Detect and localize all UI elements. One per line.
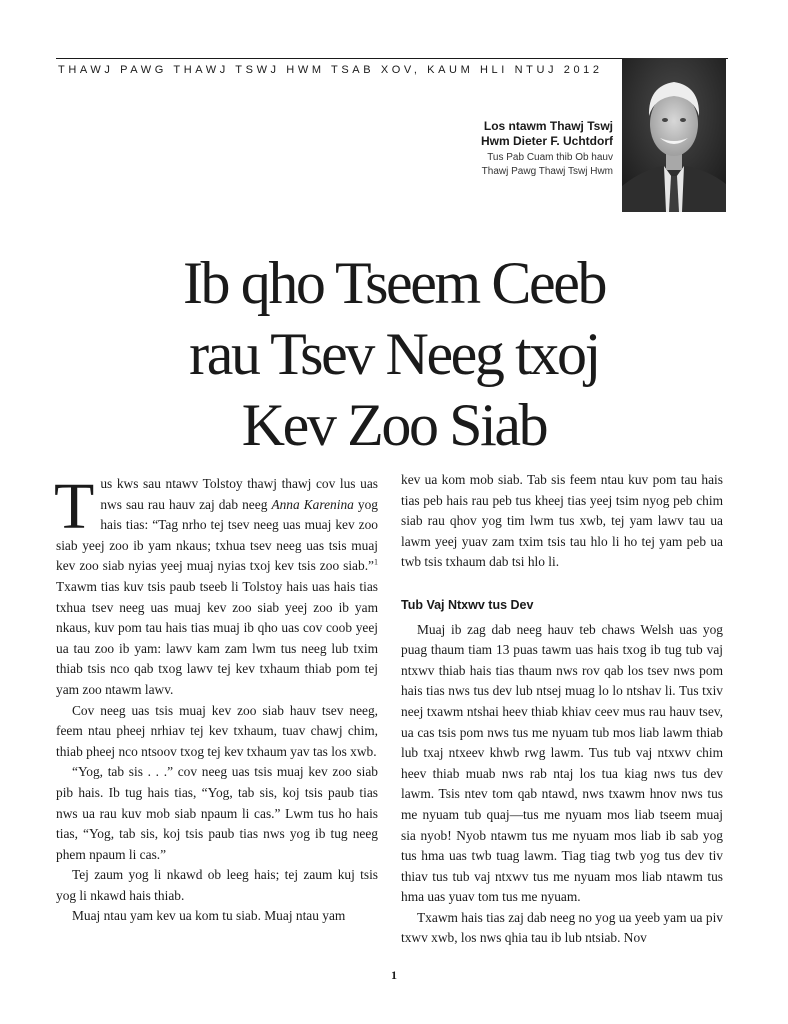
author-name [481,119,613,149]
paragraph-1-text-b: yog hais tias: “Tag nrho tej tsev neeg uas muaj kev zoo siab yeej zoo ib yam nkaus; txhua tsev neeg uas tsis muaj kev zoo siab nyias yeej muaj nyias txoj kev tsis zoo siab.” [56,496,378,574]
paragraph-7: Txawm hais tias zaj dab neeg no yog ua yeeb yam ua piv txwv xwb, los nws qhia tau ib lub ntsiab. Nov [401,909,723,946]
author-role-line1: Tus Pab Cuam thib Ob hauv [487,152,613,163]
issue-header: THAWJ PAWG THAWJ TSWJ HWM TSAB XOV, KAUM HLI NTUJ 2012 [58,64,603,76]
column-right-content [401,470,723,949]
section-subheading: Tub Vaj Ntxwv tus Dev [401,597,534,612]
paragraph-4: Tej zaum yog li nkawd ob leeg hais; tej zaum kuj tsis yog li nkawd hais thiab. [56,867,378,903]
title-line1: Ib qho Tseem Ceeb [182,250,606,316]
article-title [0,248,788,461]
paragraph-3: “Yog, tab sis . . .” cov neeg uas tsis muaj kev zoo siab pib hais. Ib tug hais tias, “Yog, tab sis, koj tsis paub tias nws ua rau kuv mob siab npaum li cas.” Lwm tus ho hais tias, “Yog, tab sis, koj tsis paub tias nws yog ib tug neeg phem npaum li cas.” [56,764,378,862]
paragraph-5-continued: kev ua kom mob siab. Tab sis feem ntau kuv pom tau hais tias peb hais rau peb tus kheej tias yeej tsim nyog peb chim siab rau qhov yog tim lwm tus xwb, tej yam lawv tau ua lawm yeej yuav zam txim tsis tau hlo li ho tej yam peb ua twb tsis txhaum dab tsi hlo li. [401,472,723,570]
book-title: Anna Karenina [271,496,354,512]
paragraph-1 [54,470,378,701]
title-line3: Kev Zoo Siab [241,392,547,458]
author-block [481,119,613,179]
footnote-marker: 1 [374,557,378,567]
author-role [481,151,613,179]
author-role-line2: Thawj Pawg Thawj Tswj Hwm [481,166,613,177]
drop-cap: T [54,470,95,543]
paragraph-1-text-a: us kws sau ntawv Tolstoy thawj thawj cov lus uas nws sau rau hauv zaj dab neeg [100,476,378,512]
paragraph-6: Muaj ib zag dab neeg hauv teb chaws Welsh uas yog puag thaum tiam 13 puas tawm uas hais txog ib tug tub vaj ntxwv thiab hais tias thaum nws rov qab los tsev nws pom hais tias nws tus dev lub ntsej muag lo lo ntshav li. Tus txiv neej txawm ntshai heev thiab khiav ceev mus rau hauv tsev, ua cas tsis pom nws tus me nyuam tub mos liab lawm thiab lub txaj ntxeev khwb rwg lawm. Tus tub vaj ntxwv chim heev thiab muab nws rab ntaj los tua kiag nws tus dev lawm. Tsis ntev tom qab ntawd, nws txawm hnov nws tus me nyuam tub quaj—tus me nyuam mos liab tseem muaj sia nyob! Nyob ntawm tus me nyuam mos liab ib sab yog tus hma uas twb tuag lawm. Tiag tiag twb yog tus dev tiv thiav tus tub vaj ntxwv tus me nyuam mos liab ntawm tus hma uas yuav tom tus me nyuam. [401,621,723,905]
page-number: 1 [391,968,397,982]
body-column-left [54,470,378,927]
title-line2: rau Tsev Neeg txoj [189,321,599,387]
body-column-right [401,470,723,949]
paragraph-1-text-c: Txawm tias kuv tsis paub tseeb li Tolstoy hais uas hais tias txhua tsev neeg uas muaj kev zoo siab yeej zoo ib yam nkaus, kuv pom tau hais tias muaj ib qho uas cov coob yeej ua tau zoo ib yam: lawv kam zam lwm tus neeg lub txim thiab tsis nco qab txog lawv tej kev txhaum thiab pom tej yam zoo ntawm lawv. [56,578,378,697]
author-name-line1: Los ntawm Thawj Tswj [483,119,613,133]
author-portrait [622,58,726,212]
author-name-line2: Hwm Dieter F. Uchtdorf [480,134,613,148]
paragraph-2: Cov neeg uas tsis muaj kev zoo siab hauv tsev neeg, feem ntau pheej nrhiav tej kev txhaum, tuav chawj chim, thiab pheej nco ntsoov txog tej kev txhaum yav tas los xwb. [56,702,378,759]
paragraph-5: Muaj ntau yam kev ua kom tu siab. Muaj ntau yam [72,908,346,924]
